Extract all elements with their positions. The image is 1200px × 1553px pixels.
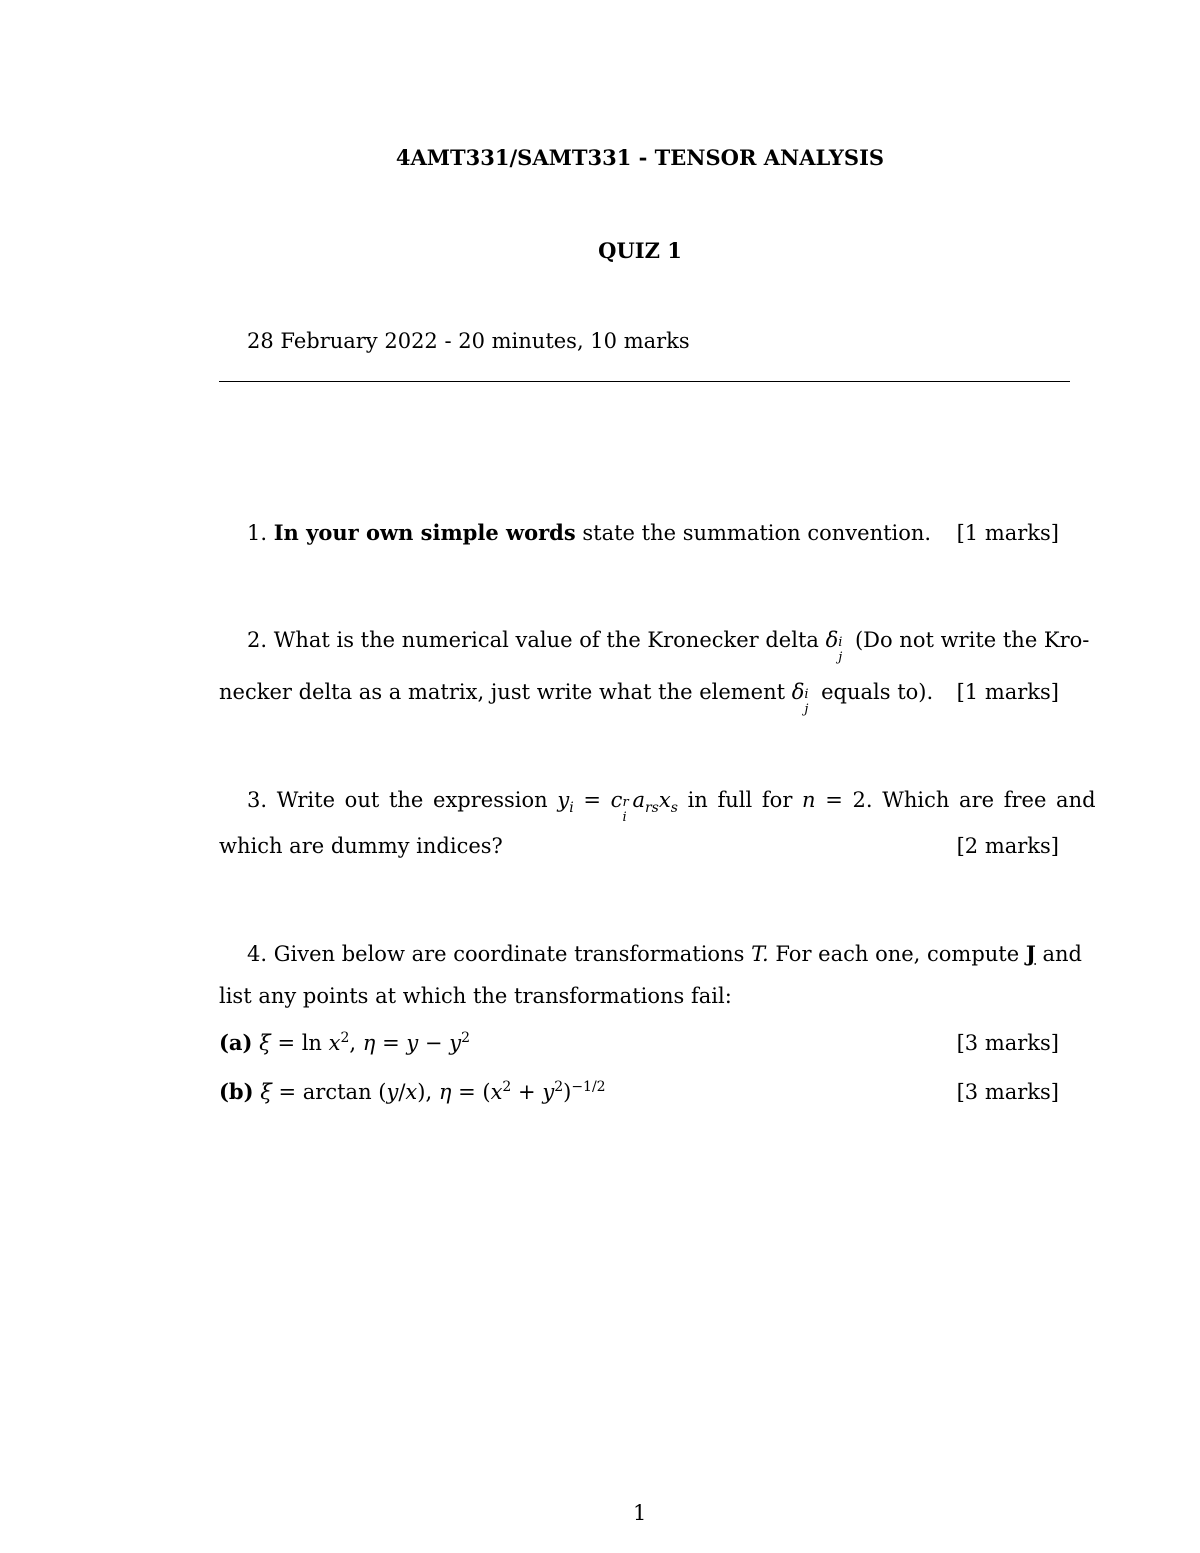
close-paren: ), [417,1080,433,1104]
question-4-part-b [219,1079,606,1105]
x-variable: x [405,1080,418,1104]
question-1-bold-text: In your own simple words [273,520,576,545]
question-3-line-2 [219,833,503,859]
question-3-marks: [2 marks] [956,834,1059,858]
question-4-line-1 [247,941,1082,967]
date-line: 28 February 2022 - 20 minutes, 10 marks [247,329,690,353]
question-number: 4. [247,942,268,966]
expr-c: c [610,788,623,812]
question-4-text-4: list any points at which the transformations fail: [219,984,732,1008]
question-2-marks: [1 marks] [956,680,1059,704]
x-variable: x [490,1080,503,1104]
horizontal-rule [219,381,1070,382]
expr-c-indices [622,795,632,825]
part-b-marks: [3 marks] [956,1080,1059,1104]
question-2-text-3: necker delta as a matrix, just write what the element [219,680,786,704]
plus-sign: + [518,1080,536,1104]
question-4-text-3: and [1042,942,1082,966]
expr-x-sub: s [670,800,678,817]
eta-symbol: η [362,1031,376,1055]
part-a-marks: [3 marks] [956,1031,1059,1055]
question-2-line-2 [219,679,934,717]
question-1 [247,520,931,546]
question-3-text-4: which are dummy indices? [219,834,503,858]
exponent: −1/2 [571,1079,606,1095]
question-2-text-2: (Do not write the Kro- [854,628,1090,652]
n-variable: n [802,788,816,812]
y-variable: y [406,1031,419,1055]
part-b-label: (b) [219,1079,254,1104]
delta-subscript: j [804,702,809,717]
question-number: 1. [247,521,268,545]
question-2-text-4: equals to). [821,680,934,704]
y-superscript: 2 [461,1030,471,1046]
question-1-marks: [1 marks] [956,521,1059,545]
delta-superscript: i [838,635,843,650]
y-superscript: 2 [554,1079,564,1095]
question-3-text-1: Write out the expression [276,788,548,812]
delta-superscript: i [804,687,809,702]
question-3-text-3: Which are free and [882,788,1096,812]
question-4-part-a [219,1030,470,1056]
course-title: 4AMT331/SAMT331 - TENSOR ANALYSIS [395,145,885,170]
question-4-text-1: Given below are coordinate transformations [273,942,745,966]
expr-equals: = [583,788,601,812]
question-number: 2. [247,628,268,652]
slash: / [398,1080,406,1104]
expr-a: a [632,788,645,812]
kronecker-indices [838,635,848,665]
question-4-text-2: For each one, compute [775,942,1020,966]
part-a-label: (a) [219,1030,253,1055]
y-variable: y [542,1080,555,1104]
minus-sign: − [424,1031,443,1055]
page-number: 1 [633,1501,647,1525]
question-number: 3. [247,788,268,812]
kronecker-delta-symbol: δ [791,680,805,704]
expr-c-sub: i [622,810,627,825]
n-value: = 2. [825,788,873,812]
separator: , [349,1031,357,1055]
quiz-title: QUIZ 1 [598,238,682,263]
xi-symbol: ξ [259,1031,271,1055]
xi-symbol: ξ [260,1080,272,1104]
y-variable: y [386,1080,399,1104]
question-3-line-1 [247,787,1096,825]
expr-x: x [658,788,671,812]
eta-equals: = ( [458,1080,491,1104]
eta-equals: = [382,1031,400,1055]
question-3-text-2: in full for [687,788,793,812]
kronecker-indices [804,687,814,717]
xi-expression: = arctan ( [278,1080,387,1104]
y-variable: y [449,1031,462,1055]
expr-c-sup: r [622,795,629,810]
delta-subscript: j [838,650,843,665]
x-variable: x [328,1031,341,1055]
eta-symbol: η [438,1080,452,1104]
kronecker-delta-symbol: δ [825,628,839,652]
T-symbol: T. [751,942,769,966]
x-superscript: 2 [340,1030,350,1046]
xi-expression: = ln [277,1031,322,1055]
jacobian-symbol: J [1025,941,1036,966]
x-superscript: 2 [502,1079,512,1095]
question-2-text-1: What is the numerical value of the Kronecker delta [273,628,819,652]
expr-y-sub: i [569,800,574,817]
question-1-text: state the summation convention. [582,521,932,545]
close-paren: ) [563,1080,572,1104]
question-4-line-2 [219,983,732,1009]
question-2-line-1 [247,627,1090,665]
expr-a-sub: rs [644,800,659,817]
expr-y: y [557,788,570,812]
